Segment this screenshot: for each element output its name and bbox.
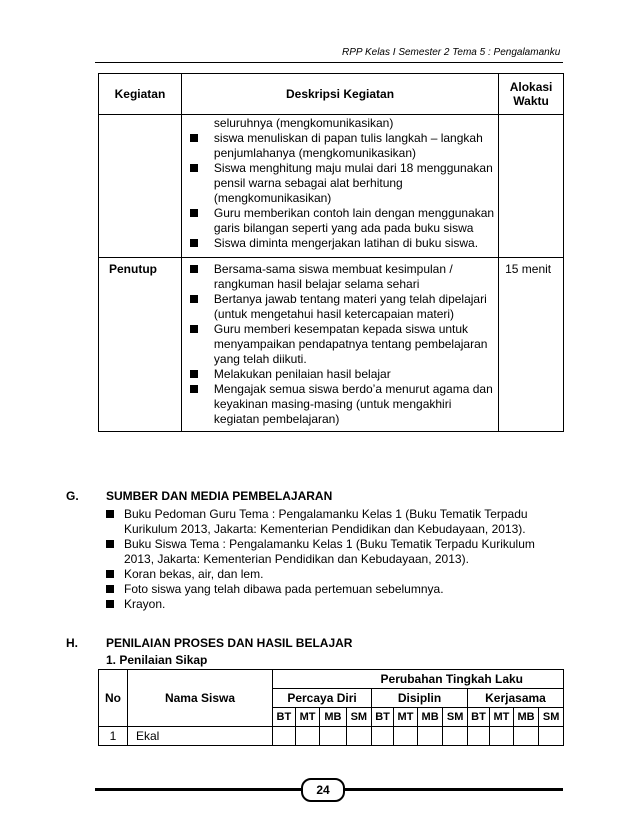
score-cell [394,727,418,746]
list-item [182,262,498,292]
score-cell [346,727,371,746]
list-item [182,322,498,367]
row1-kegiatan [99,115,182,258]
square-bullet-icon [190,295,198,303]
score-cell [417,727,442,746]
source-item [106,582,556,597]
section-g-title: SUMBER DAN MEDIA PEMBELAJARAN [106,489,333,503]
score-cell [273,727,296,746]
list-item-text: siswa menuliskan di papan tulis langkah – langkah penjumlahanya (mengkomunikasikan) [213,131,483,160]
list-item-text: Bertanya jawab tentang materi yang telah dipelajari (untuk mengetahui hasil ketercapaian materi) [213,292,487,321]
col-alokasi: Alokasi Waktu [499,74,564,115]
score-cell [320,727,346,746]
running-header: RPP Kelas I Semester 2 Tema 5 : Pengalamanku [342,47,561,58]
group-header: Disiplin [372,689,468,708]
group-title: Perubahan Tingkah Laku [273,670,564,689]
scale-header: BT [372,708,394,727]
col-nama: Nama Siswa [128,670,273,727]
score-cell [372,727,394,746]
source-item [106,537,556,567]
activity-table-header [99,74,564,115]
header-rule [95,62,563,63]
scale-header: SM [346,708,371,727]
square-bullet-icon [106,510,114,518]
col-no: No [99,670,128,727]
square-bullet-icon [190,385,198,393]
score-cell [490,727,514,746]
score-cell [539,727,564,746]
page-number: 24 [301,778,345,802]
row-nama: Ekal [128,727,273,746]
col-deskripsi: Deskripsi Kegiatan [181,74,498,115]
source-item-text: Buku Siswa Tema : Pengalamanku Kelas 1 (Buku Tematik Terpadu Kurikulum 2013, Jakarta: Kementerian Pendidikan dan Kebudayaan, 2013). [124,537,535,566]
score-cell [443,727,468,746]
list-item-text: Siswa diminta mengerjakan latihan di buku siswa. [213,236,479,250]
section-h-letter: H. [66,636,78,650]
score-cell [513,727,538,746]
scale-header: MT [490,708,514,727]
scale-header: SM [539,708,564,727]
section-g [106,489,556,612]
list-item-text: Mengajak semua siswa berdo’a menurut agama dan keyakinan masing-masing (untuk mengakhiri kegiatan pembelajaran) [213,382,493,426]
row2-deskripsi [181,258,498,432]
square-bullet-icon [190,370,198,378]
section-h [106,636,556,668]
row1-continuation: seluruhnya (mengkomunikasikan) [213,116,394,130]
scale-header: BT [273,708,296,727]
source-item [106,597,556,612]
list-item-text: Bersama-sama siswa membuat kesimpulan / rangkuman hasil belajar selama sehari [213,262,453,291]
square-bullet-icon [106,600,114,608]
score-cell [467,727,489,746]
source-item-text: Krayon. [124,597,166,611]
square-bullet-icon [106,540,114,548]
list-item [182,131,498,161]
section-h-subtitle: 1. Penilaian Sikap [106,653,208,667]
section-h-title: PENILAIAN PROSES DAN HASIL BELAJAR [106,636,353,650]
source-item [106,567,556,582]
scale-header: MT [295,708,320,727]
scale-header: MB [320,708,346,727]
scale-header: MB [417,708,442,727]
list-item-text: Guru memberi kesempatan kepada siswa untuk menyampaikan pendapatnya tentang pembelajaran yang telah diikuti. [213,322,488,366]
attitude-table [98,669,564,746]
source-item [106,507,556,537]
square-bullet-icon [106,570,114,578]
group-header: Percaya Diri [273,689,372,708]
table-row [99,258,564,432]
row2-list [182,262,498,427]
list-item-text: Siswa menghitung maju mulai dari 18 menggunakan pensil warna sebagai alat berhitung (mengkomunikasikan) [213,161,493,205]
source-item-text: Foto siswa yang telah dibawa pada pertemuan sebelumnya. [124,582,444,596]
square-bullet-icon [190,239,198,247]
list-item-text: Guru memberikan contoh lain dengan menggunakan garis bilangan seperti yang ada pada buku siswa [213,206,495,235]
square-bullet-icon [190,265,198,273]
scale-header: MT [394,708,418,727]
scale-header: MB [513,708,538,727]
row-no: 1 [99,727,128,746]
row1-alokasi [499,115,564,258]
scale-header: SM [443,708,468,727]
row2-alokasi: 15 menit [499,258,564,432]
row1-deskripsi [181,115,498,258]
square-bullet-icon [106,585,114,593]
activity-table [98,73,564,432]
list-item-text: Melakukan penilaian hasil belajar [213,367,391,381]
score-cell [295,727,320,746]
section-g-letter: G. [66,489,79,503]
list-item [182,206,498,236]
square-bullet-icon [190,164,198,172]
row2-kegiatan: Penutup [99,258,182,432]
list-item [182,382,498,427]
col-kegiatan: Kegiatan [99,74,182,115]
square-bullet-icon [190,134,198,142]
list-item [182,367,498,382]
list-item [182,161,498,206]
scale-header: BT [467,708,489,727]
square-bullet-icon [190,209,198,217]
section-g-list [106,507,556,612]
square-bullet-icon [190,325,198,333]
list-item [182,236,498,251]
table-row [99,115,564,258]
source-item-text: Koran bekas, air, dan lem. [124,567,264,581]
source-item-text: Buku Pedoman Guru Tema : Pengalamanku Kelas 1 (Buku Tematik Terpadu Kurikulum 2013, Jakarta: Kementerian Pendidikan dan Kebudayaan, 2013). [124,507,528,536]
list-item [182,292,498,322]
row1-list [182,131,498,251]
group-header: Kerjasama [467,689,563,708]
